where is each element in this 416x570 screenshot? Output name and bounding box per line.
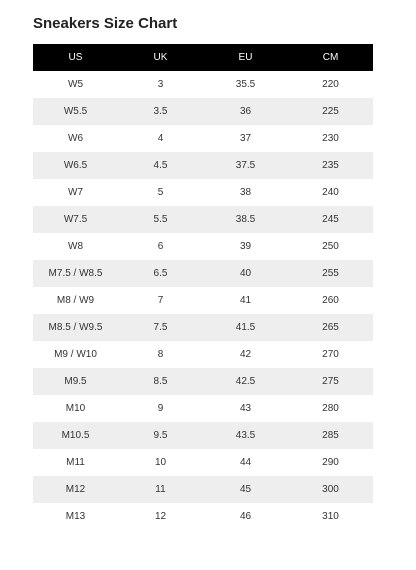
- cell-uk: 5.5: [118, 206, 203, 233]
- table-body: [33, 71, 373, 530]
- cell-eu: 37: [203, 125, 288, 152]
- cell-eu: 42: [203, 341, 288, 368]
- cell-eu: 42.5: [203, 368, 288, 395]
- cell-uk: 6: [118, 233, 203, 260]
- cell-eu: 35.5: [203, 71, 288, 98]
- header-uk: UK: [118, 44, 203, 71]
- cell-cm: 310: [288, 503, 373, 530]
- cell-uk: 6.5: [118, 260, 203, 287]
- cell-cm: 265: [288, 314, 373, 341]
- cell-uk: 9.5: [118, 422, 203, 449]
- cell-cm: 235: [288, 152, 373, 179]
- cell-cm: 225: [288, 98, 373, 125]
- cell-eu: 43.5: [203, 422, 288, 449]
- table-row: [33, 341, 373, 368]
- cell-uk: 11: [118, 476, 203, 503]
- table-row: [33, 71, 373, 98]
- cell-us: M9 / W10: [33, 341, 118, 368]
- cell-eu: 37.5: [203, 152, 288, 179]
- cell-us: W7: [33, 179, 118, 206]
- cell-us: W6: [33, 125, 118, 152]
- cell-eu: 38: [203, 179, 288, 206]
- page-title: Sneakers Size Chart: [33, 15, 178, 32]
- cell-cm: 250: [288, 233, 373, 260]
- table-header: [33, 44, 373, 71]
- table-row: [33, 152, 373, 179]
- cell-uk: 4.5: [118, 152, 203, 179]
- cell-cm: 275: [288, 368, 373, 395]
- cell-uk: 3: [118, 71, 203, 98]
- cell-us: W5: [33, 71, 118, 98]
- cell-cm: 220: [288, 71, 373, 98]
- cell-us: W8: [33, 233, 118, 260]
- table-row: [33, 503, 373, 530]
- cell-cm: 285: [288, 422, 373, 449]
- cell-us: M10: [33, 395, 118, 422]
- cell-uk: 5: [118, 179, 203, 206]
- cell-us: W5.5: [33, 98, 118, 125]
- table-row: [33, 206, 373, 233]
- table-row: [33, 449, 373, 476]
- cell-eu: 45: [203, 476, 288, 503]
- table-row: [33, 233, 373, 260]
- header-eu: EU: [203, 44, 288, 71]
- cell-uk: 10: [118, 449, 203, 476]
- cell-us: M7.5 / W8.5: [33, 260, 118, 287]
- table-row: [33, 314, 373, 341]
- cell-eu: 41: [203, 287, 288, 314]
- cell-us: M8.5 / W9.5: [33, 314, 118, 341]
- cell-us: M10.5: [33, 422, 118, 449]
- cell-cm: 240: [288, 179, 373, 206]
- cell-cm: 260: [288, 287, 373, 314]
- cell-eu: 46: [203, 503, 288, 530]
- header-us: US: [33, 44, 118, 71]
- cell-eu: 44: [203, 449, 288, 476]
- cell-cm: 290: [288, 449, 373, 476]
- cell-cm: 270: [288, 341, 373, 368]
- table-row: [33, 422, 373, 449]
- cell-cm: 300: [288, 476, 373, 503]
- table-row: [33, 98, 373, 125]
- cell-eu: 38.5: [203, 206, 288, 233]
- cell-cm: 280: [288, 395, 373, 422]
- cell-us: M8 / W9: [33, 287, 118, 314]
- size-chart-table: [33, 44, 373, 530]
- cell-uk: 3.5: [118, 98, 203, 125]
- cell-us: M9.5: [33, 368, 118, 395]
- header-row: [33, 44, 373, 71]
- table-row: [33, 125, 373, 152]
- cell-uk: 9: [118, 395, 203, 422]
- cell-us: M11: [33, 449, 118, 476]
- cell-us: W7.5: [33, 206, 118, 233]
- cell-eu: 41.5: [203, 314, 288, 341]
- cell-cm: 245: [288, 206, 373, 233]
- cell-uk: 8: [118, 341, 203, 368]
- cell-eu: 40: [203, 260, 288, 287]
- table-row: [33, 368, 373, 395]
- table-row: [33, 476, 373, 503]
- cell-uk: 12: [118, 503, 203, 530]
- cell-eu: 39: [203, 233, 288, 260]
- cell-us: W6.5: [33, 152, 118, 179]
- table-row: [33, 395, 373, 422]
- header-cm: CM: [288, 44, 373, 71]
- cell-uk: 8.5: [118, 368, 203, 395]
- table-row: [33, 179, 373, 206]
- table-row: [33, 260, 373, 287]
- table-row: [33, 287, 373, 314]
- cell-cm: 255: [288, 260, 373, 287]
- cell-us: M12: [33, 476, 118, 503]
- cell-uk: 7: [118, 287, 203, 314]
- cell-uk: 4: [118, 125, 203, 152]
- cell-uk: 7.5: [118, 314, 203, 341]
- cell-eu: 36: [203, 98, 288, 125]
- cell-cm: 230: [288, 125, 373, 152]
- cell-us: M13: [33, 503, 118, 530]
- cell-eu: 43: [203, 395, 288, 422]
